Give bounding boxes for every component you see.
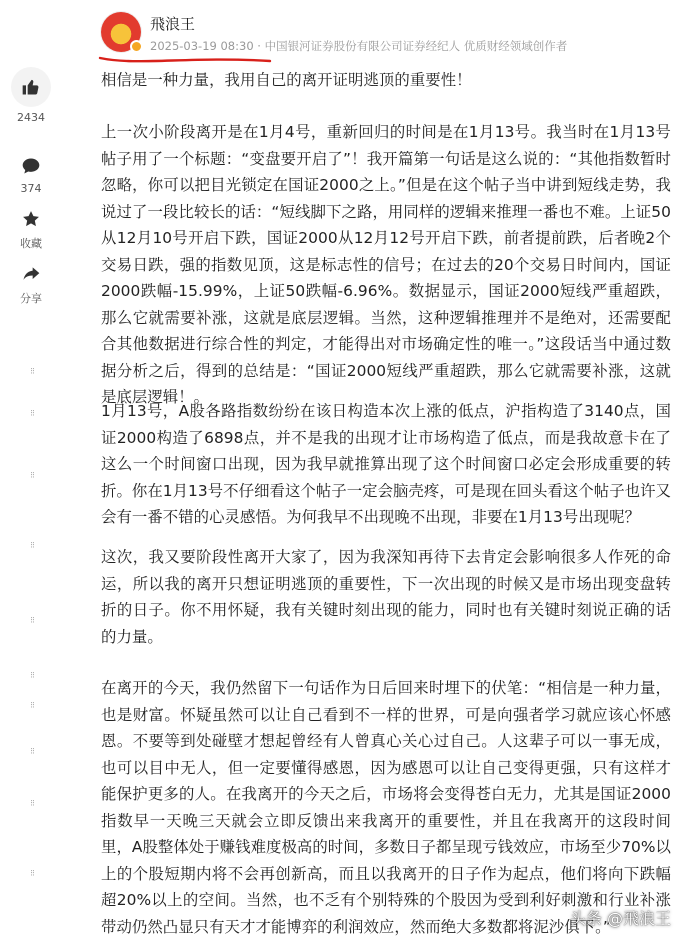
- faded-mark: ⁝⁝: [30, 701, 34, 711]
- thumbs-up-icon: [21, 77, 41, 97]
- share-arrow-icon: [21, 264, 41, 284]
- faded-mark: ⁝⁝: [30, 671, 34, 681]
- faded-mark: ⁝⁝: [30, 616, 34, 626]
- like-action[interactable]: [0, 67, 62, 124]
- author-name[interactable]: 飛浪王: [150, 15, 196, 33]
- paragraph-1: 上一次小阶段离开是在1月4号，重新回归的时间是在1月13号。我当时在1月13号帖子用了一个标题：“变盘要开启了”！我开篇第一句话是这么说的：“其他指数暂时忽略，你可以把目光锁定在国证2000之上。”但是在这个帖子当中讲到短线走势，我说过了一段比较长的话：“短线脚下之路，用同样的逻辑来推理一番也不难。上证50从12月10号开启下跌，国证2000从12月12号开启下跌，前者提前跌，后者晚2个交易日跌，强的指数见顶，这是标志性的信号；在过去的20个交易日时间内，国证2000跌幅-15.99%，上证50跌幅-6.96%。数据显示，国证2000短线严重超跌，那么它就需要补涨，这就是底层逻辑。当然，这种逻辑推理并不是绝对，还需要配合其他数据进行综合性的判定，才能得出对市场确定性的唯一。”这段话当中通过数据分析之后，得到的总结是：“国证2000短线严重超跌，那么它就需要补涨，这就是底层逻辑！。: [101, 123, 671, 406]
- share-button[interactable]: [11, 262, 51, 286]
- comment-action[interactable]: [0, 154, 62, 195]
- action-sidebar: [0, 62, 62, 937]
- comment-bubble-icon: [21, 156, 41, 176]
- author-avatar[interactable]: [101, 12, 141, 52]
- paragraph-2: 1月13号，A股各路指数纷纷在该日构造本次上涨的低点，沪指构造了3140点，国证2000构造了6898点，并不是我的出现才让市场构造了低点，而是我故意卡在了这么一个时间窗口出现，因为我早就推算出现了这个时间窗口必定会形成重要的转折。你在1月13号不仔细看这个帖子一定会脑壳疼，可是现在回头看这个帖子也许又会有一番不错的心灵感悟。为何我早不出现晚不出现，非要在1月13号出现呢？: [101, 402, 671, 526]
- article-title: 相信是一种力量，我用自己的离开证明逃顶的重要性！: [101, 71, 472, 89]
- faded-mark: ⁝⁝: [30, 541, 34, 551]
- faded-mark: ⁝⁝: [30, 471, 34, 481]
- like-button[interactable]: [11, 67, 51, 107]
- paragraph-4: 在离开的今天，我仍然留下一句话作为日后回来时埋下的伏笔：“相信是一种力量，也是财富。怀疑虽然可以让自己看到不一样的世界，可是向强者学习就应该心怀感恩。不要等到处碰壁才想起曾经有人曾真心关心过自己。人这辈子可以一事无成，也可以目中无人，但一定要懂得感恩，因为感恩可以让自己变得更强，只有这样才能保护更多的人。在我离开的今天之后，市场将会变得苍白无力，尤其是国证2000指数早一天晚三天就会立即反馈出来我离开的重要性，并且在我离开的这段时间里，A股整体处于赚钱难度极高的时间，多数日子都呈现亏钱效应，市场至少70%以上的个股短期内将不会再创新高，而且以我离开的日子作为起点，他们将向下跌幅超20%以上的空间。当然，也不乏有个别特殊的个股因为受到利好刺激和行业补涨带动仍然凸显只有天才才能博弈的利润效应，然而绝大多数都将泥沙俱下。”: [101, 679, 671, 936]
- favorite-action[interactable]: [0, 207, 62, 251]
- favorite-button[interactable]: [11, 207, 51, 231]
- star-icon: [21, 209, 41, 229]
- faded-mark: ⁝⁝: [30, 409, 34, 419]
- faded-mark: ⁝⁝: [30, 747, 34, 757]
- paragraph-3: 这次，我又要阶段性离开大家了，因为我深知再待下去肯定会影响很多人作死的命运，所以我的离开只想证明逃顶的重要性，下一次出现的时候又是市场出现变盘转折的日子。你不用怀疑，我有关键时刻出现的能力，同时也有关键时刻说正确的话的力量。: [101, 548, 671, 646]
- comment-count: 374: [20, 182, 42, 195]
- comment-button[interactable]: [11, 154, 51, 178]
- platform-watermark: 头条 @飛浪王: [569, 909, 671, 928]
- faded-mark: ⁝⁝: [30, 367, 34, 377]
- verified-badge-icon: [130, 40, 143, 53]
- post-meta: 2025-03-19 08:30 · 中国银河证券股份有限公司证券经纪人 优质财经领域创作者: [150, 39, 568, 53]
- faded-mark: ⁝⁝: [30, 869, 34, 879]
- handdrawn-underline: [98, 52, 273, 68]
- faded-mark: ⁝⁝: [30, 799, 34, 809]
- post-header: [0, 0, 681, 62]
- like-count: 2434: [17, 111, 45, 124]
- share-action[interactable]: [0, 262, 62, 306]
- share-label: 分享: [20, 292, 42, 305]
- favorite-label: 收藏: [20, 237, 42, 250]
